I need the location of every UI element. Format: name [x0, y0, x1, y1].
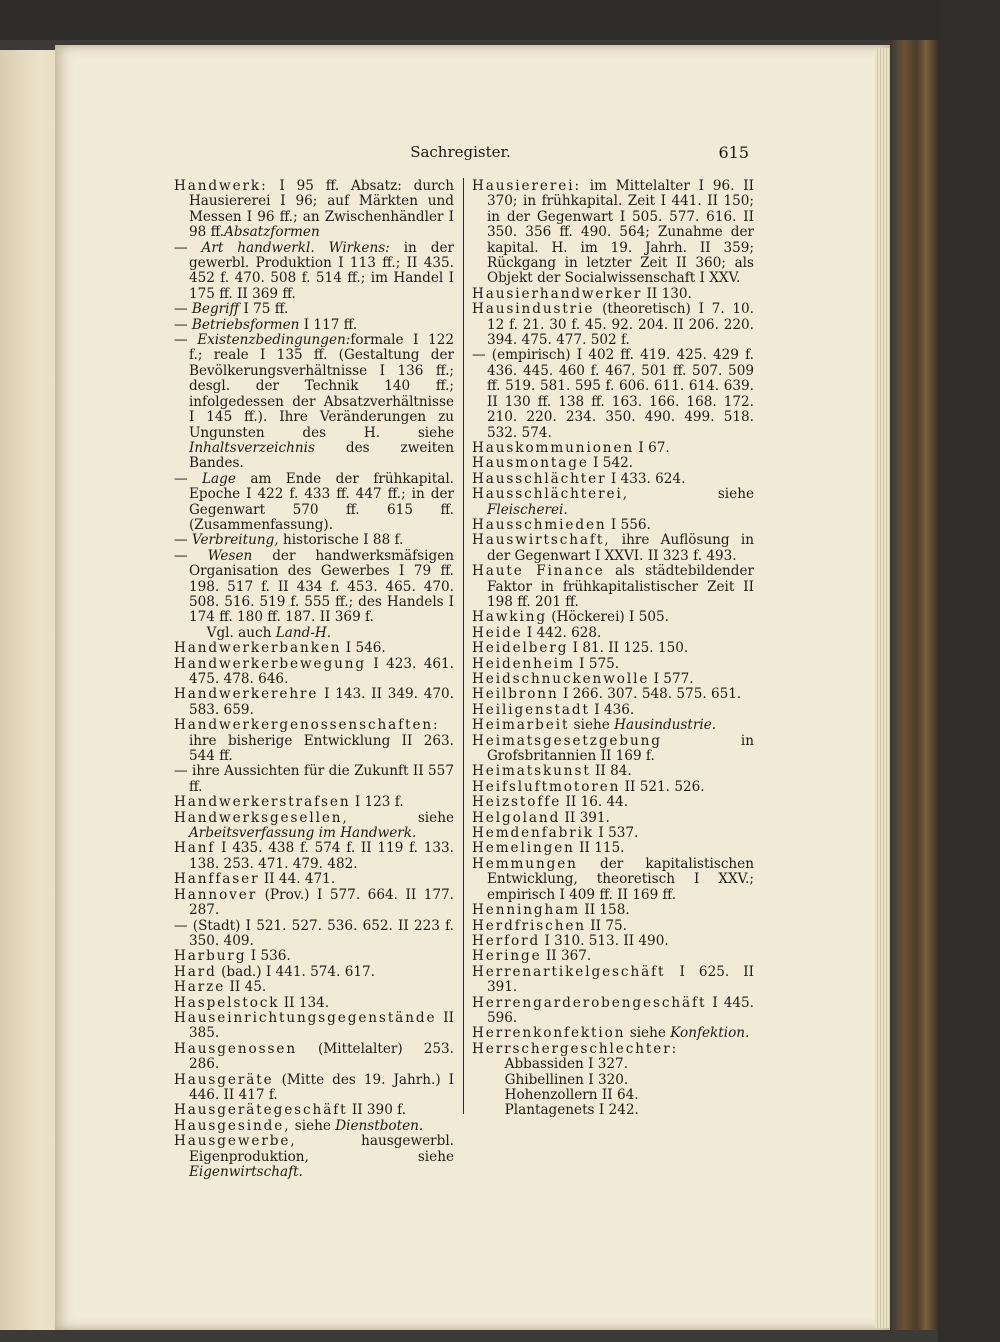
entry-italic: Lage — [202, 470, 236, 487]
entry-text: historische I 88 f. — [278, 532, 404, 549]
index-entry — [472, 1088, 754, 1103]
entry-headword: Heringe — [472, 948, 542, 965]
index-entry — [472, 533, 754, 564]
entry-text: II 75. — [585, 917, 627, 934]
entry-text: in der gewerbl. Produktion I 113 ff.; II 435. 452 f. 470. 508 f. 514 ff.; im Handel I 175 ff. II 369 ff. — [188, 239, 454, 302]
entry-headword: Herrenkonfektion — [472, 1025, 626, 1042]
index-entry — [472, 626, 754, 641]
entry-headword: Hemmungen — [472, 855, 578, 872]
entry-headword: Heidelberg — [472, 640, 569, 657]
entry-text: I 536. — [246, 948, 291, 965]
entry-italic: Konfektion. — [670, 1025, 750, 1042]
entry-italic: Fleischerei. — [486, 501, 568, 518]
index-entry — [174, 179, 454, 241]
entry-headword: Harburg — [174, 948, 247, 965]
entry-text: Ghibellinen I 320. — [504, 1071, 629, 1088]
index-entry — [174, 1011, 454, 1042]
index-entry — [472, 795, 754, 810]
index-entry — [472, 1026, 754, 1041]
index-entry — [472, 996, 754, 1027]
entry-headword: Handwerkerehre — [174, 686, 319, 703]
entry-text: II 390 f. — [347, 1102, 407, 1119]
index-entry — [472, 518, 754, 533]
index-entry — [174, 811, 454, 842]
index-entry — [472, 826, 754, 841]
backdrop — [0, 0, 1000, 40]
entry-text: hausgewerbl. Eigenproduktion, siehe — [188, 1133, 454, 1165]
entry-headword: Herford — [472, 932, 541, 949]
entry-headword: Hausgewerbe, — [174, 1133, 297, 1150]
index-entry — [472, 1073, 754, 1088]
index-entry — [472, 703, 754, 718]
entry-text: I 436. — [589, 701, 635, 718]
entry-text: II 391. — [560, 809, 610, 826]
entry-headword: Hemelingen — [472, 840, 575, 857]
index-entry — [174, 626, 454, 641]
entry-text: siehe — [290, 1117, 336, 1134]
entry-text: (bad.) I 441. 574. 617. — [216, 963, 375, 980]
entry-headword: Hannover — [174, 886, 258, 903]
entry-headword: Heimatsgesetzgebung — [472, 732, 662, 749]
running-header — [172, 143, 749, 167]
entry-italic: Existenzbedingungen: — [197, 332, 351, 349]
page-number: 615 — [718, 143, 749, 162]
entry-text: (Stadt) I 521. 527. 536. 652. II 223 f. 350. 409. — [188, 917, 454, 949]
entry-text: der handwerksmäfsigen Organisation des Gewerbes I 79 ff. 198. 517 f. II 434 f. 453. 465. 470. 508. 516. 519 f. 555 ff.; des Handels I 174 ff. 180 ff. 187. II 369 f. — [188, 547, 454, 626]
book-cover-edge — [890, 40, 938, 1330]
entry-dash: — — [174, 470, 203, 487]
entry-headword: Handwerkerbanken — [174, 640, 342, 657]
entry-text: als städtebildender Faktor in frühkapitalistischer Zeit II 198 ff. 201 ff. — [486, 563, 754, 610]
index-entry — [174, 1103, 454, 1118]
entry-text: I 445. 596. — [486, 994, 754, 1026]
entry-text: I 67. — [634, 439, 670, 456]
index-entry — [174, 533, 454, 548]
index-entry — [472, 348, 754, 440]
index-entry — [174, 965, 454, 980]
entry-text: II 115. — [574, 840, 625, 857]
index-entry — [174, 888, 454, 919]
index-entry — [472, 919, 754, 934]
entry-text: II 45. — [225, 979, 267, 996]
entry-text: siehe — [625, 1025, 671, 1042]
index-entry — [174, 1119, 454, 1134]
entry-italic: Land-H. — [275, 624, 332, 641]
index-entry — [472, 811, 754, 826]
entry-headword: Harze — [174, 979, 226, 996]
index-entry — [472, 472, 754, 487]
backdrop-right — [938, 0, 1000, 1342]
index-entry — [472, 610, 754, 625]
entry-text: II 385. — [188, 1009, 454, 1042]
entry-text: (Mittelalter) 253. 286. — [188, 1040, 454, 1073]
entry-headword: Heilbronn — [472, 686, 559, 703]
entry-italic: Betriebsformen — [191, 316, 300, 333]
entry-italic: Hausindustrie. — [614, 717, 717, 734]
index-entry — [174, 872, 454, 887]
entry-headword: Hausmontage — [472, 455, 589, 472]
entry-text: Plantagenets I 242. — [504, 1102, 639, 1119]
entry-italic: Eigenwirtschaft. — [188, 1164, 303, 1180]
entry-dash: — — [174, 763, 192, 780]
entry-headword: Herdfrischen — [472, 917, 586, 934]
index-entry — [174, 302, 454, 317]
index-entry — [472, 687, 754, 702]
index-entry — [174, 318, 454, 333]
index-entry — [174, 1073, 454, 1104]
entry-headword: Heifsluftmotoren — [472, 778, 621, 795]
entry-text: Hohenzollern II 64. — [504, 1086, 639, 1103]
index-entry — [174, 919, 454, 950]
index-entry — [174, 333, 454, 472]
entry-text: am Ende der frühkapital. Epoche I 422 f. 433 ff. 447 ff.; in der Gegenwart 570 ff. 615 ff. (Zusammenfassung). — [188, 470, 454, 533]
index-entry — [174, 718, 454, 764]
entry-text: formale I 122 f.; reale I 135 ff. (Gestaltung der Bevölkerungsverhältnisse I 136 ff.; desgl. der Technik 140 ff.; infolgedessen der Absatzverhältnisse I 145 ff.). Ihre Veränderungen zu Ungunsten des H. siehe — [188, 332, 455, 441]
index-entry — [174, 795, 454, 810]
index-entry — [472, 1042, 754, 1057]
entry-dash: — — [174, 917, 193, 934]
running-title: Sachregister. — [410, 143, 511, 161]
index-entry — [174, 549, 454, 626]
entry-dash: — — [174, 301, 192, 318]
index-entry — [472, 903, 754, 918]
entry-italic: Dienstboten. — [335, 1117, 424, 1134]
entry-headword: Hawking — [472, 609, 547, 626]
entry-text: II 16. 44. — [561, 794, 629, 811]
entry-text: I 117 ff. — [299, 316, 358, 333]
entry-text: II 130. — [642, 285, 692, 302]
entry-text: I 442. 628. — [522, 624, 602, 641]
index-entry — [174, 641, 454, 656]
entry-text: I 577. — [649, 671, 694, 687]
entry-text: I 95 ff. Absatz: durch Hausiererei I 96; auf Märkten und Messen I 96 ff.; an Zwischenhändler I 98 ff. — [188, 178, 454, 241]
index-entry — [174, 657, 454, 688]
column-divider — [463, 178, 464, 1114]
entry-text: der kapitalistischen Entwicklung, theoretisch I XXV.; empirisch I 409 ff. II 169 ff. — [486, 855, 754, 903]
index-entry — [472, 718, 754, 733]
entry-headword: Heizstoffe — [472, 794, 562, 811]
entry-text: I 625. II 391. — [486, 963, 754, 996]
entry-italic: Arbeitsverfassung im Handwerk. — [188, 825, 417, 842]
entry-headword: Hauskommunionen — [472, 439, 635, 456]
entry-text: I 75 ff. — [239, 301, 289, 318]
entry-text: I 433. 624. — [606, 470, 686, 487]
index-entry — [472, 564, 754, 610]
index-entry — [174, 687, 454, 718]
index-entry — [174, 472, 454, 534]
index-entry — [472, 1103, 754, 1118]
entry-text: siehe — [348, 809, 454, 826]
entry-headword: Herrenartikelgeschäft — [472, 963, 666, 980]
entry-headword: Helgoland — [472, 809, 561, 826]
index-entry — [472, 780, 754, 795]
entry-text: II 521. 526. — [620, 778, 705, 795]
index-entry — [472, 1057, 754, 1072]
entry-text: I 575. — [574, 655, 620, 672]
entry-headword: Haute Finance — [472, 563, 605, 580]
entry-headword: Handwerksgesellen, — [174, 809, 349, 826]
entry-italic: Inhaltsverzeichnis — [188, 439, 315, 456]
index-entry — [472, 764, 754, 779]
index-entry — [472, 672, 754, 687]
entry-text: (Höckerei) I 505. — [546, 609, 670, 626]
entry-headword: Henningham — [472, 902, 581, 919]
entry-text: II 44. 471. — [259, 871, 336, 888]
index-entry — [472, 657, 754, 672]
entry-text: in Grofsbritannien II 169 f. — [486, 732, 754, 765]
entry-headword: Hausschlächter — [472, 470, 607, 487]
index-column-left — [174, 179, 454, 1180]
index-entry — [472, 934, 754, 949]
entry-headword: Herrschergeschlechter: — [472, 1040, 679, 1057]
entry-text: (Prov.) I 577. 664. II 177. 287. — [188, 886, 454, 919]
index-entry — [472, 441, 754, 456]
entry-headword: Hanffaser — [174, 871, 260, 888]
index-entry — [472, 302, 754, 348]
entry-text: ihre bisherige Entwicklung II 263. 544 ff. — [188, 732, 454, 765]
index-entry — [174, 1042, 454, 1073]
entry-headword: Handwerkergenossenschaften: — [174, 717, 440, 734]
entry-headword: Hausgenossen — [174, 1040, 297, 1057]
index-entry — [174, 996, 454, 1011]
index-entry — [472, 641, 754, 656]
index-entry — [472, 487, 754, 518]
entry-text: I 123 f. — [350, 794, 404, 811]
entry-text: des zweiten Bandes. — [188, 439, 454, 472]
entry-dash: — — [174, 532, 192, 549]
index-entry — [472, 857, 754, 903]
index-entry — [472, 841, 754, 856]
entry-headword: Handwerkerstrafsen — [174, 794, 351, 811]
entry-text: I 542. — [588, 455, 634, 472]
entry-headword: Heide — [472, 624, 523, 641]
entry-text: I 143. II 349. 470. 583. 659. — [188, 686, 454, 718]
entry-text: (empirisch) I 402 ff. 419. 425. 429 f. 436. 445. 460 f. 467. 501 ff. 507. 509 ff. 519. 581. 595 f. 606. 611. 614. 639. II 130 ff. 138 ff. 163. 166. 168. 172. 210. 220. 234. 350. 490. 499. 518. 532. 574. — [486, 347, 754, 441]
entry-headword: Hausgerätegeschäft — [174, 1102, 348, 1119]
entry-italic: Wesen — [207, 547, 253, 564]
entry-headword: Haspelstock — [174, 994, 280, 1011]
entry-text: I 81. II 125. 150. — [568, 640, 689, 657]
entry-headword: Hausschlächterei, — [472, 486, 629, 503]
entry-headword: Hauswirtschaft, — [472, 532, 611, 549]
entry-text: I 423. 461. 475. 478. 646. — [188, 655, 454, 687]
entry-dash: — — [472, 347, 492, 364]
entry-dash: — — [174, 547, 208, 564]
entry-italic: Absatzformen — [224, 224, 320, 241]
entry-dash: — — [174, 316, 192, 333]
entry-headword: Heidenheim — [472, 655, 575, 672]
entry-text: II 84. — [590, 763, 632, 780]
index-entry — [174, 241, 454, 303]
index-entry — [472, 734, 754, 765]
index-entry — [174, 1134, 454, 1180]
entry-text: siehe — [628, 486, 754, 503]
entry-text: I 546. — [341, 640, 386, 657]
entry-headword: Heidschnuckenwolle — [472, 671, 650, 687]
entry-headword: Hausierhandwerker — [472, 285, 643, 302]
entry-headword: Handwerkerbewegung — [174, 655, 366, 672]
entry-headword: Hard — [174, 963, 217, 980]
index-column-right — [472, 179, 754, 1119]
index-entry — [174, 949, 454, 964]
entry-headword: Hausiererei: — [472, 178, 581, 194]
entry-headword: Heimarbeit — [472, 717, 570, 734]
entry-text: II 158. — [580, 902, 630, 919]
index-entry — [472, 179, 754, 287]
entry-italic: Verbreitung, — [191, 532, 279, 549]
entry-text: ihre Aussichten für die Zukunft II 557 ff. — [188, 763, 454, 795]
entry-text: I 556. — [606, 516, 651, 533]
entry-text: Vgl. auch — [206, 624, 276, 641]
entry-text: siehe — [569, 717, 615, 734]
entry-headword: Hemdenfabrik — [472, 825, 595, 842]
entry-headword: Handwerk: — [174, 178, 268, 194]
entry-headword: Heiligenstadt — [472, 701, 590, 718]
entry-headword: Heimatskunst — [472, 763, 591, 780]
entry-headword: Hausschmieden — [472, 516, 607, 533]
index-entry — [174, 764, 454, 795]
entry-headword: Hausindustrie — [472, 301, 595, 318]
entry-text: I 266. 307. 548. 575. 651. — [558, 686, 742, 703]
entry-headword: Hausgeräte — [174, 1071, 274, 1088]
entry-text: I 537. — [594, 825, 639, 842]
entry-headword: Hausgesinde, — [174, 1117, 291, 1134]
index-entry — [472, 965, 754, 996]
entry-text: im Mittelalter I 96. II 370; in frühkapital. Zeit I 441. II 150; in der Gegenwart I 505. 577. 616. II 350. 356 ff. 490. 564; Zunahme der kapital. H. im 19. Jahrh. II 359; Rückgang in letzter Zeit II 360; als Objekt der Socialwissenschaft I XXV. — [486, 178, 754, 287]
entry-text: II 367. — [541, 948, 592, 965]
entry-text: Abbassiden I 327. — [504, 1056, 629, 1073]
entry-text: ihre Auflösung in der Gegenwart I XXVI. II 323 f. 493. — [486, 532, 754, 564]
entry-headword: Hanf — [174, 840, 216, 857]
entry-dash: — — [174, 239, 202, 256]
index-entry — [472, 456, 754, 471]
entry-italic: Begriff — [191, 301, 240, 318]
entry-text: II 134. — [279, 994, 330, 1011]
entry-headword: Hauseinrichtungsgegenstände — [174, 1009, 437, 1026]
index-entry — [174, 980, 454, 995]
entry-headword: Herrengarderobengeschäft — [472, 994, 707, 1011]
index-entry — [174, 841, 454, 872]
entry-italic: Art handwerkl. Wirkens: — [201, 239, 390, 256]
entry-text: I 435. 438 f. 574 f. II 119 f. 133. 138. 253. 471. 479. 482. — [188, 840, 454, 872]
entry-text: I 310. 513. II 490. — [540, 932, 669, 949]
index-entry — [472, 949, 754, 964]
entry-text: (Mitte des 19. Jahrh.) I 446. II 417 f. — [188, 1071, 454, 1103]
entry-dash: — — [174, 332, 198, 349]
entry-text: (theoretisch) I 7. 10. 12 f. 21. 30 f. 45. 92. 204. II 206. 220. 394. 475. 477. 502 f. — [486, 301, 754, 349]
index-entry — [472, 287, 754, 302]
